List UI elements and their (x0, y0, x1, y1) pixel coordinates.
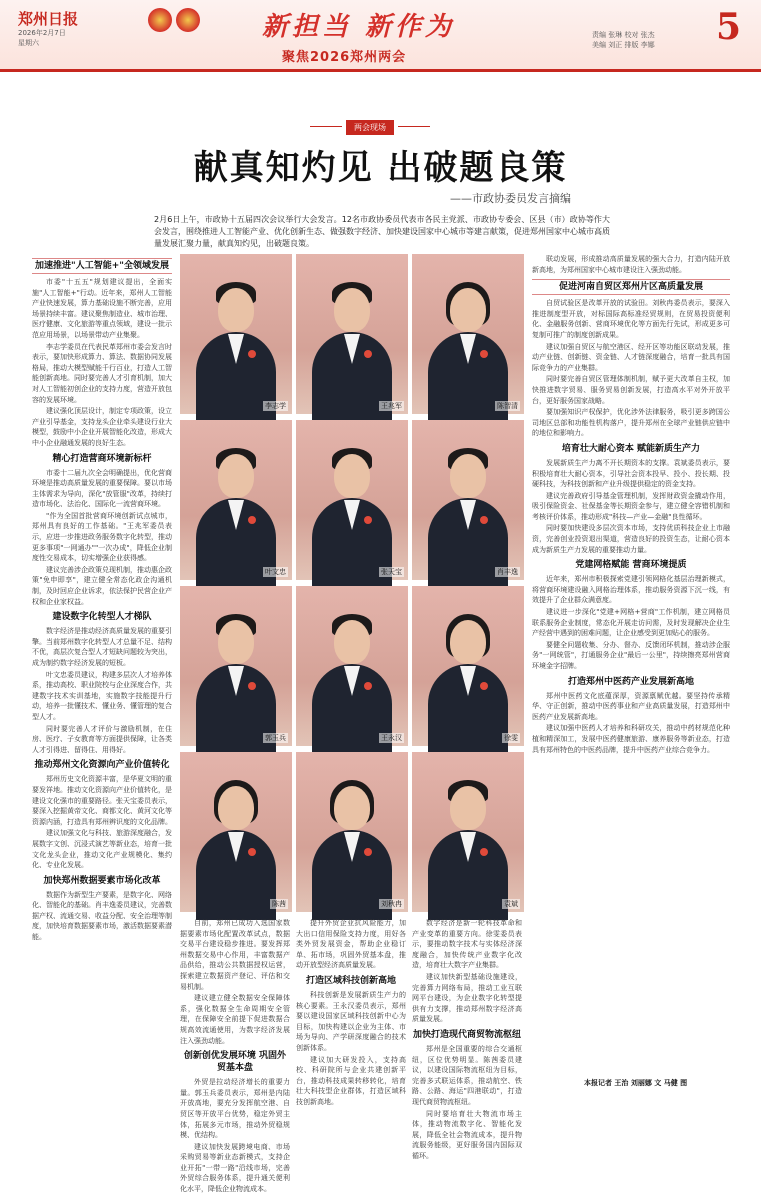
photo-caption: 李志学 (265, 402, 286, 410)
paragraph: 要加强知识产权保护，优化涉外法律服务，吸引更多跨国公司地区总部和功能性机构落户，提升郑州在全球产业链供应链中的地位和影响力。 (532, 408, 730, 438)
page-slogan: 新担当 新作为 (262, 12, 456, 42)
paragraph: 同时要培育壮大物流市场主体，推动物流数字化、智能化发展，降低全社会物流成本，提升物流服务能级，更好服务国内国际双循环。 (412, 1109, 522, 1160)
paragraph: 数据作为新型生产要素，是数字化、网络化、智能化的基础。肖丰逸委员建议，完善数据产权、流通交易、收益分配、安全治理等制度，加快培育数据要素市场，激活数据要素潜能。 (32, 890, 172, 942)
paragraph: 建议加强中医药人才培养和科研攻关，推动中药材规范化种植和精深加工，发展中医药健康旅游、康养服务等新业态，打造具有郑州特色的中医药品牌，提升中医药产业综合竞争力。 (532, 724, 730, 754)
special-banner: 聚焦2026郑州两会 (282, 50, 407, 65)
photo-caption: 张天宝 (381, 568, 402, 576)
editor-credits (592, 30, 655, 50)
subhead: 加快打造现代商贸物流枢纽 (412, 1029, 521, 1040)
paragraph: 发展新质生产力离不开长期资本的支撑。袁斌委员表示，要积极培育壮大耐心资本，引导社会资本投早、投小、投长期、投硬科技，为科技创新和产业升级提供稳定的资金支持。 (532, 458, 730, 489)
column-mid-1 (180, 918, 290, 1194)
paragraph: 建议强化顶层设计，制定专项政策，设立产业引导基金，支持龙头企业牵头建设行业大模型，鼓励中小企业开展智能化改造，形成大中小企业融通发展的良好生态。 (32, 407, 172, 447)
designer-line: 美编 刘正 排版 李娜 (592, 41, 655, 49)
weekday-line: 星期六 (18, 39, 39, 47)
photo-caption: 叶文忠 (265, 568, 286, 576)
party-emblem-icon (148, 8, 172, 32)
paragraph: 建议加大研发投入，支持高校、科研院所与企业共建创新平台，推动科技成果转移转化，培育壮大科技型企业群体，打造区域科技创新高地。 (296, 1055, 406, 1106)
issue-date (18, 28, 66, 48)
subhead: 加快郑州数据要素市场化改革 (43, 875, 161, 886)
column-mid-3 (412, 918, 522, 1160)
subhead: 党建网格赋能 营商环境提质 (575, 560, 687, 571)
paragraph: 联动发展，形成推动高质量发展的强大合力，打造内陆开放新高地，为郑州国家中心城市建设注入强劲动能。 (532, 255, 730, 274)
subhead: 精心打造营商环境新标杆 (52, 453, 152, 464)
delegate-photo (296, 254, 408, 414)
column-left (32, 254, 172, 1092)
paragraph: 提升外贸企业抗风险能力，加大出口信用保险支持力度，用好各类外贸发展资金，帮助企业稳订单、拓市场，巩固外贸基本盘，推动开放型经济高质量发展。 (296, 919, 406, 970)
newspaper-logo: 郑州日报 (18, 10, 79, 28)
paragraph: 建议进一步深化"党建+网格+营商"工作机制，建立网格员联系服务企业制度，常态化开展走访问需，及时发现解决企业生产经营中遇到的困难问题，让企业感受到更加贴心的服务。 (532, 608, 730, 638)
subhead: 促进河南自贸区郑州片区高质量发展 (532, 279, 730, 295)
photo-caption: 袁斌 (504, 900, 518, 908)
section-tag: 两会现场 (346, 120, 394, 135)
photo-caption: 王永汉 (381, 734, 402, 742)
paragraph: "作为全国首批营商环境创新试点城市，郑州具有良好的工作基础。"王兆军委员表示，应进一步推进政务服务数字化转型，推动更多事项"一网通办""一次办成"，降低企业制度性交易成本，切实增强企业获得感。 (32, 511, 172, 563)
paragraph: 近年来，郑州市积极探索党建引领网格化基层治理新模式，将营商环境建设融入网格治理体系，推动服务资源下沉一线，有效提升了企业群众满意度。 (532, 575, 730, 605)
subhead: 打造郑州中医药产业发展新高地 (567, 676, 694, 687)
delegate-photo (412, 420, 524, 580)
photo-caption: 郭玉兵 (265, 734, 286, 742)
photo-caption: 王兆军 (381, 402, 402, 410)
column-right (532, 254, 730, 1074)
editor-line: 责编 张琳 校对 张杰 (592, 31, 655, 39)
paragraph: 外贸是拉动经济增长的重要力量。郭玉兵委员表示，郑州是内陆开放高地，要充分发挥航空港、自贸区等开放平台优势，稳定外贸主体，拓展多元市场，推动外贸稳规模、优结构。 (180, 1078, 290, 1140)
paragraph: 郑州是全国重要的综合交通枢纽，区位优势明显。陈茜委员建议，以建设国际物流枢纽为目标，完善多式联运体系，推动航空、铁路、公路、海运"四港联动"，打造现代商贸物流枢纽。 (412, 1044, 522, 1106)
delegate-photo (296, 752, 408, 912)
delegate-photo (180, 254, 292, 414)
paragraph: 科技创新是发展新质生产力的核心要素。王永汉委员表示，郑州要以建设国家区域科技创新中心为目标，加快构建以企业为主体、市场为导向、产学研深度融合的技术创新体系。 (296, 990, 406, 1052)
delegate-photo (180, 420, 292, 580)
paragraph: 自贸试验区是改革开放的试验田。刘秋冉委员表示，要深入推进制度型开放，对标国际高标准经贸规则，在贸易投资便利化、金融服务创新、营商环境优化等方面先行先试，形成更多可复制可推广的制度创新成果。 (532, 299, 730, 339)
delegate-photo (180, 586, 292, 746)
article-title: 献真知灼见 出破题良策 (193, 148, 568, 188)
paragraph: 建议建立健全数据安全保障体系，强化数据全生命周期安全管理，在保障安全前提下促进数据合规高效流通使用，为数字经济发展注入强劲动能。 (180, 994, 290, 1045)
delegate-photo (412, 254, 524, 414)
paragraph: 郑州中医药文化底蕴深厚，资源禀赋优越。要坚持传承精华、守正创新，推动中医药事业和产业高质量发展，打造郑州中医药产业发展新高地。 (532, 691, 730, 721)
paragraph: 郑州历史文化资源丰富，是华夏文明的重要发祥地。推动文化资源向产业价值转化，是建设文化强市的重要路径。张天宝委员表示，要深入挖掘黄帝文化、商都文化、黄河文化等资源内涵，打造具有郑州辨识度的文化品牌。 (32, 775, 172, 826)
paragraph: 建议加强文化与科技、旅游深度融合，发展数字文创、沉浸式演艺等新业态，培育一批文化龙头企业，推动文化产业规模化、集约化、专业化发展。 (32, 829, 172, 870)
paragraph: 李志学委员在代表民革郑州市委会发言时表示，要加快形成算力、算法、数据协同发展格局，推动大模型赋能千行百业，打造人工智能创新高地。同时要完善人才引育机制，加大对人工智能初创企业的支持力度，营造开放包容的发展环境。 (32, 342, 172, 404)
paragraph: 市委十二届九次全会明确提出，优化营商环境是推动高质量发展的重要保障。要以市场主体需求为导向，深化"放管服"改革，持续打造市场化、法治化、国际化一流营商环境。 (32, 468, 172, 509)
paragraph: 建议完善涉企政策兑现机制，推动惠企政策"免申即享"，建立健全常态化政企沟通机制，及时回应企业诉求，依法保护民营企业产权和企业家权益。 (32, 565, 172, 606)
photo-caption: 刘秋冉 (381, 900, 402, 908)
subhead: 创新创优发展环境 巩固外贸基本盘 (183, 1051, 287, 1074)
article-lead: 2月6日上午，市政协十五届四次会议举行大会发言。12名市政协委员代表市各民主党派、市政协专委会、区县（市）政协等作大会发言，围绕推进人工智能产业、优化创新生态、做强数字经济、加快建设国家中心城市等建言献策，促进郑州国家中心城市高质量发展汇聚力量，献真知灼见，出破题良策。 (154, 215, 610, 248)
subhead: 培育壮大耐心资本 赋能新质生产力 (561, 443, 701, 454)
paragraph: 建议完善政府引导基金管理机制，发挥财政资金撬动作用，吸引保险资金、社保基金等长期资金参与，建立健全容错机制和考核评价体系，推动形成"科技—产业—金融"良性循环。 (532, 491, 730, 521)
paragraph: 数字经济是推动经济高质量发展的重要引擎。当前郑州数字化转型人才总量不足、结构不优，高层次复合型人才短缺问题较为突出，成为制约数字经济发展的短板。 (32, 627, 172, 667)
delegate-photo (296, 420, 408, 580)
photo-caption: 徐雯 (504, 734, 518, 742)
paragraph: 同时要完善自贸区管理体制机制，赋予更大改革自主权，加快推进数字贸易、服务贸易创新发展，打造高水平对外开放平台，更好服务国家战略。 (532, 375, 730, 405)
delegate-photo (180, 752, 292, 912)
date-line: 2026年2月7日 (18, 29, 66, 37)
byline: 本报记者 王治 刘丽娜 文 马健 图 (584, 1079, 688, 1087)
paragraph: 同时要完善人才评价与激励机制，在住房、医疗、子女教育等方面提供保障，让各类人才引得进、留得住、用得好。 (32, 724, 172, 754)
column-mid-2 (296, 918, 406, 1106)
photo-caption: 陈智清 (497, 402, 518, 410)
subhead: 打造区域科技创新高地 (305, 975, 396, 986)
delegate-photo (296, 586, 408, 746)
page-number: 5 (716, 6, 742, 48)
delegate-photo (412, 752, 524, 912)
photo-caption: 肖丰逸 (497, 568, 518, 576)
paragraph: 叶文忠委员建议，构建多层次人才培养体系，推动高校、职业院校与企业深度合作，共建数字技术实训基地，实施数字技能提升行动，培养一批懂技术、懂业务、懂管理的复合型人才。 (32, 670, 172, 721)
masthead (0, 0, 761, 72)
paragraph: 建议加强自贸区与航空港区、经开区等功能区联动发展，推动产业链、创新链、资金链、人才链深度融合，培育一批具有国际竞争力的产业集群。 (532, 342, 730, 372)
paragraph: 要健全问题收集、分办、督办、反馈闭环机制，推动涉企服务"一网统管"，打通服务企业"最后一公里"，持续擦亮郑州营商环境金字招牌。 (532, 640, 730, 670)
article-subtitle: ——市政协委员发言摘编 (450, 192, 571, 205)
delegate-photo (412, 586, 524, 746)
subhead: 推动郑州文化资源向产业价值转化 (34, 760, 170, 771)
subhead: 加速推进"人工智能+"全领域发展 (32, 258, 172, 274)
national-emblem-icon (176, 8, 200, 32)
subhead: 建设数字化转型人才梯队 (52, 612, 152, 623)
paragraph: 目前，郑州已成功入选国家数据要素市场化配置改革试点，数据交易平台建设稳步推进。要发挥郑州数据交易中心作用，丰富数据产品供给，推动公共数据授权运营，探索建立数据资产登记、评估和交易机制。 (180, 919, 290, 991)
paragraph: 市委"十五五"规划建议提出，全面实施"人工智能+"行动。近年来，郑州人工智能产业快速发展，算力基础设施不断完善，应用场景持续丰富。建议聚焦制造业、城市治理、医疗健康、文化旅游等重点领域，建设一批示范应用场景，以场景带动产业集聚。 (32, 278, 172, 339)
paragraph: 建议加快新型基础设施建设，完善算力网络布局，推动工业互联网平台建设，为企业数字化转型提供有力支撑，推动郑州数字经济高质量发展。 (412, 972, 522, 1024)
paragraph: 同时要加快建设多层次资本市场，支持优质科技企业上市融资，完善创业投资退出渠道，营造良好的投资生态，让耐心资本成为新质生产力发展的重要推动力量。 (532, 524, 730, 554)
paragraph: 数字经济是新一轮科技革命和产业变革的重要方向。徐雯委员表示，要推动数字技术与实体经济深度融合，加快传统产业数字化改造，培育壮大数字产业集群。 (412, 919, 522, 970)
photo-caption: 陈茜 (272, 900, 286, 908)
paragraph: 建议加快发展跨境电商、市场采购贸易等新业态新模式，支持企业开拓"一带一路"沿线市场，完善外贸综合服务体系，提升通关便利化水平，降低企业物流成本。 (180, 1142, 290, 1194)
